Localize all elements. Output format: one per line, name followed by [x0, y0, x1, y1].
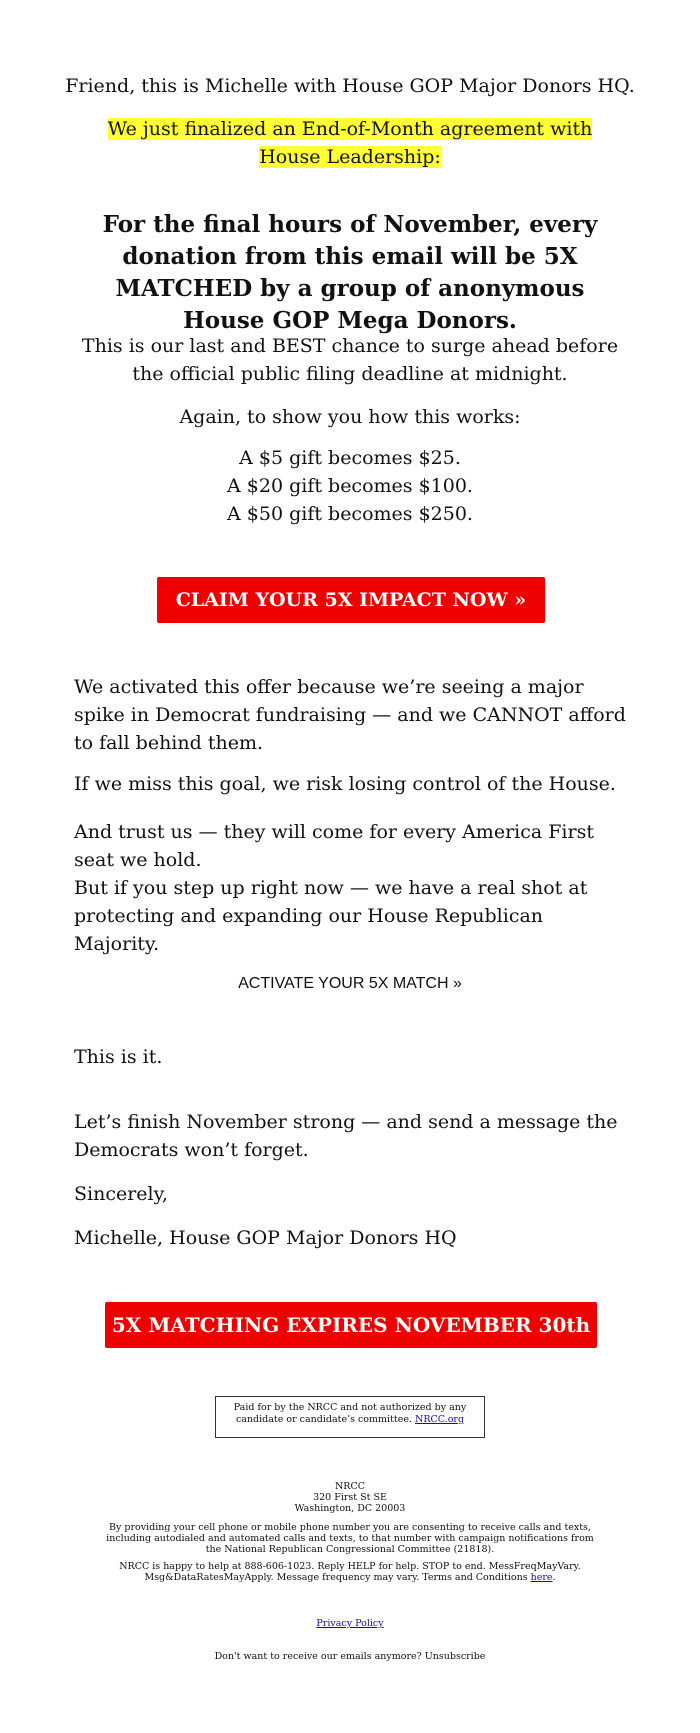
highlight-text: We just finalized an End-of-Month agreement with House Leadership: [107, 118, 593, 168]
org-name: NRCC [334, 1481, 365, 1492]
help-text: NRCC is happy to help at 888-606-1023. Reply HELP for help. STOP to end. MessFreqMayVary. Msg&DataRatesMayApply. Message frequency may vary. Terms and Conditions here. [119, 1561, 581, 1583]
street-address: 320 First St SE [313, 1492, 387, 1503]
privacy-section [0, 1618, 700, 1629]
body-paragraph-this-is-it: This is it. [74, 1046, 163, 1068]
terms-link[interactable]: here [530, 1572, 553, 1583]
unsubscribe-line[interactable]: Don't want to receive our emails anymore? Unsubscribe [214, 1651, 486, 1662]
body-paragraph-finish-strong: Let’s finish November strong — and send a message the Democrats won’t forget. [74, 1111, 618, 1161]
highlighted-announcement [80, 115, 620, 171]
greeting: Friend, this is Michelle with House GOP Major Donors HQ. [65, 75, 635, 97]
headline: For the final hours of November, every donation from this email will be 5X MATCHED by a group of anonymous House GOP Mega Donors. [102, 211, 598, 334]
privacy-policy-link[interactable]: Privacy Policy [316, 1618, 384, 1629]
mailing-address [0, 1481, 700, 1514]
signoff: Sincerely, [74, 1183, 168, 1205]
explainer-line: Again, to show you how this works: [179, 406, 521, 428]
matching-expires-button[interactable]: 5X MATCHING EXPIRES NOVEMBER 30th [105, 1302, 597, 1348]
paid-for-text: Paid for by the NRCC and not authorized by any candidate or candidate’s committee. [233, 1402, 467, 1425]
gift-list [0, 444, 700, 528]
body-paragraph-goal: If we miss this goal, we risk losing control of the House. [74, 773, 616, 795]
body-paragraph-step-up: But if you step up right now — we have a real shot at protecting and expanding our House Republican Majority. [74, 877, 588, 955]
signature: Michelle, House GOP Major Donors HQ [74, 1227, 457, 1249]
gift-line: A $20 gift becomes $100. [227, 475, 473, 497]
surge-paragraph: This is our last and BEST chance to surge ahead before the official public filing deadline at midnight. [81, 335, 619, 385]
body-paragraph-offer: We activated this offer because we’re seeing a major spike in Democrat fundraising — and we CANNOT afford to fall behind them. [74, 676, 626, 754]
activate-match-link[interactable]: ACTIVATE YOUR 5X MATCH » [238, 975, 462, 992]
nrcc-link[interactable]: NRCC.org [415, 1414, 465, 1425]
sms-consent-text: By providing your cell phone or mobile phone number you are consenting to receive calls and texts, including autodialed and automated calls and texts, to that number with campaign notifications from the National Republican Congressional Committee (21818). [106, 1522, 594, 1555]
gift-line: A $5 gift becomes $25. [239, 447, 461, 469]
gift-line: A $50 gift becomes $250. [227, 503, 473, 525]
body-paragraph-trust: And trust us — they will come for every America First seat we hold. [74, 821, 594, 871]
help-line: NRCC is happy to help at 888-606-1023. Reply HELP for help. STOP to end. MessFreqMayVary. Msg&DataRatesMayApply. Message frequency may vary. Terms and Conditions [119, 1561, 581, 1583]
city-address: Washington, DC 20003 [294, 1503, 406, 1514]
claim-impact-button[interactable]: CLAIM YOUR 5X IMPACT NOW » [157, 577, 545, 623]
paid-for-disclaimer [215, 1396, 485, 1438]
